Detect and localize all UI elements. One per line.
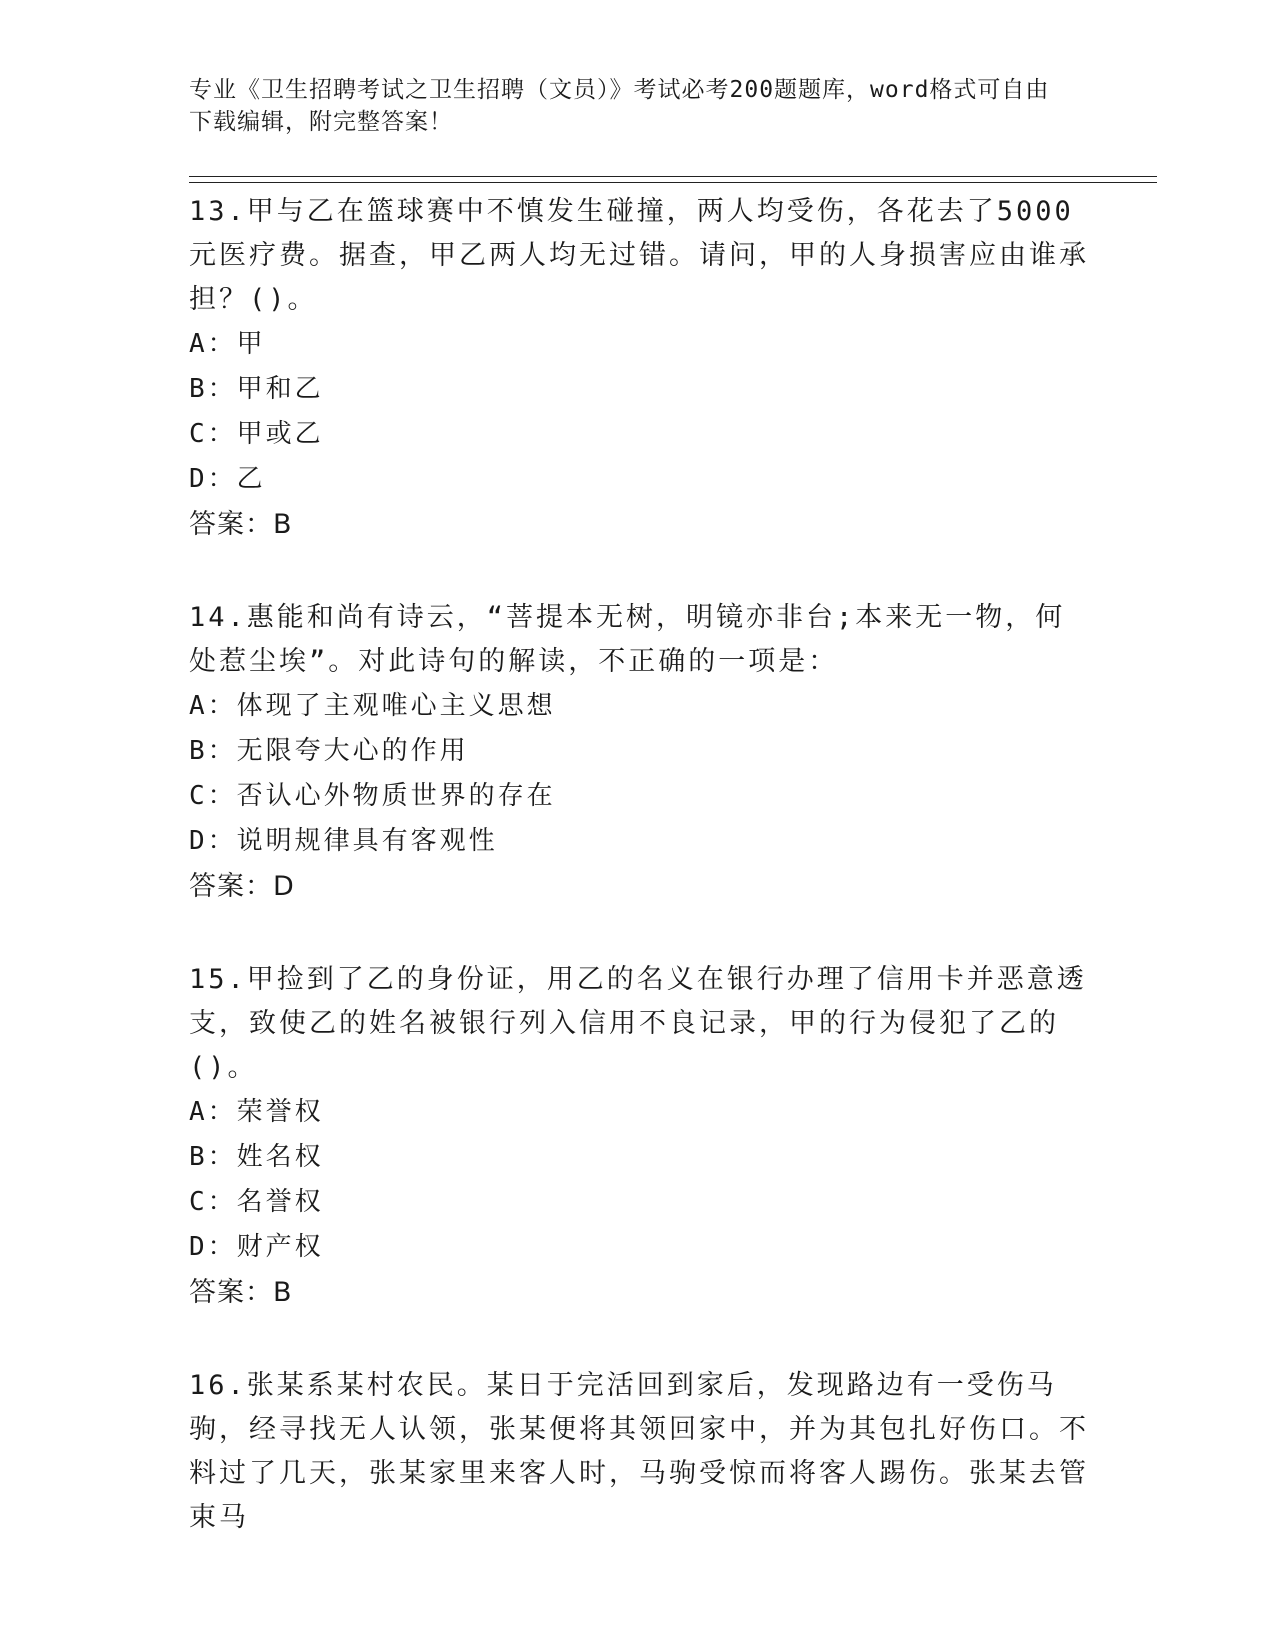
question-stem: 13.甲与乙在篮球赛中不慎发生碰撞，两人均受伤，各花去了5000元医疗费。据查，甲乙两人均无过错。请问，甲的人身损害应由谁承担？()。	[189, 196, 1089, 315]
option-a: A：体现了主观唯心主义思想	[189, 691, 556, 721]
question-13	[189, 190, 1089, 548]
header-divider-bottom	[189, 182, 1157, 183]
answer: 答案：B	[189, 1277, 293, 1308]
question-15	[189, 958, 1089, 1316]
option-c: C：甲或乙	[189, 419, 324, 449]
option-b: B：姓名权	[189, 1142, 324, 1172]
question-stem: 14.惠能和尚有诗云，“菩提本无树，明镜亦非台;本来无一物，何处惹尘埃”。对此诗句的解读，不正确的一项是：	[189, 602, 1066, 677]
option-d: D：说明规律具有客观性	[189, 826, 498, 856]
option-a: A：甲	[189, 329, 266, 359]
option-b: B：无限夸大心的作用	[189, 736, 469, 766]
header-divider-top	[189, 176, 1157, 177]
question-list	[189, 190, 1089, 1588]
option-d: D：财产权	[189, 1232, 324, 1262]
option-c: C：名誉权	[189, 1187, 324, 1217]
question-stem: 16.张某系某村农民。某日于完活回到家后，发现路边有一受伤马驹，经寻找无人认领，张某便将其领回家中，并为其包扎好伤口。不料过了几天，张某家里来客人时，马驹受惊而将客人踢伤。张某去管束马	[189, 1370, 1089, 1533]
answer: 答案：D	[189, 871, 295, 902]
document-header: 专业《卫生招聘考试之卫生招聘（文员）》考试必考200题题库，word格式可自由下载编辑，附完整答案！	[189, 77, 1050, 135]
answer: 答案：B	[189, 509, 293, 540]
option-d: D：乙	[189, 464, 266, 494]
question-stem: 15.甲捡到了乙的身份证，用乙的名义在银行办理了信用卡并恶意透支，致使乙的姓名被银行列入信用不良记录，甲的行为侵犯了乙的()。	[189, 964, 1087, 1083]
option-b: B：甲和乙	[189, 374, 324, 404]
option-a: A：荣誉权	[189, 1097, 324, 1127]
question-14	[189, 596, 1089, 910]
question-16	[189, 1364, 1089, 1540]
option-c: C：否认心外物质世界的存在	[189, 781, 556, 811]
